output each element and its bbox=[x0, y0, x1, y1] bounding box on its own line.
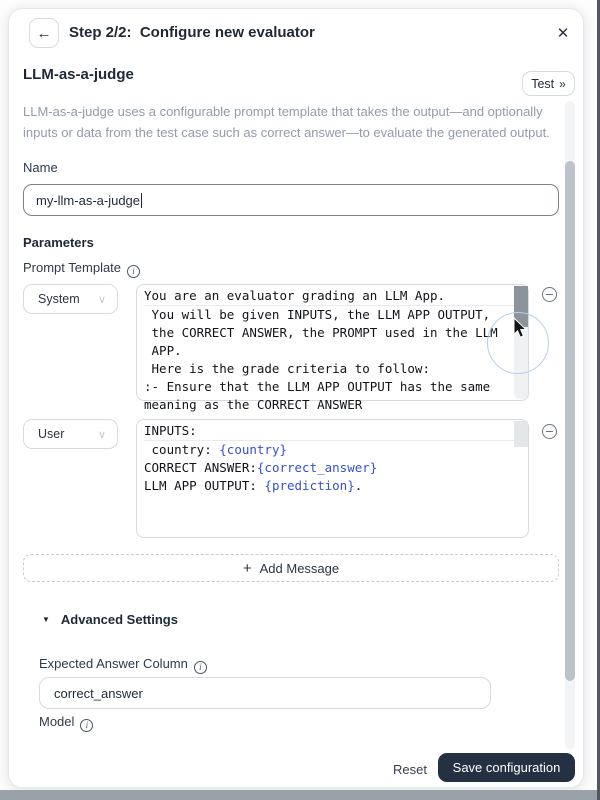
back-button[interactable] bbox=[29, 18, 59, 48]
expected-answer-column-input[interactable] bbox=[39, 677, 491, 709]
text-caret bbox=[141, 193, 142, 208]
chevron-down-icon: ∨ bbox=[97, 293, 106, 306]
caret-down-icon: ▼ bbox=[42, 615, 50, 624]
modal-title: Step 2/2: Configure new evaluator bbox=[69, 24, 315, 41]
chevron-down-icon: ∨ bbox=[97, 428, 106, 441]
horizontal-scrollbar[interactable] bbox=[0, 790, 600, 800]
editor-scrollbar-thumb[interactable] bbox=[514, 286, 528, 327]
close-icon: ✕ bbox=[556, 25, 570, 42]
name-input[interactable] bbox=[23, 184, 559, 216]
editor-scrollbar-thumb[interactable] bbox=[514, 421, 528, 447]
system-prompt-editor[interactable]: You are an evaluator grading an LLM App. You will be given INPUTS, the LLM APP OUTPUT, the CORRECT ANSWER, the PROMPT used in the LLM APP. Here is the grade criteria to follow: :- Ensure that the LLM APP OUTPUT has the same meaning as the CORRECT ANSWER bbox=[136, 284, 529, 401]
advanced-settings-label: Advanced Settings bbox=[60, 612, 178, 627]
remove-user-message-button[interactable] bbox=[542, 424, 557, 439]
configure-evaluator-modal bbox=[8, 8, 584, 788]
save-configuration-button[interactable]: Save configuration bbox=[438, 753, 575, 782]
remove-system-message-button[interactable] bbox=[542, 287, 557, 302]
evaluator-title: LLM-as-a-judge bbox=[23, 66, 134, 83]
parameters-section-label: Parameters bbox=[23, 235, 94, 250]
role-select-system-value: System bbox=[38, 292, 80, 306]
plus-icon: + bbox=[242, 559, 252, 577]
close-button[interactable] bbox=[553, 23, 573, 43]
info-icon[interactable]: i bbox=[194, 661, 207, 674]
role-select-user[interactable] bbox=[23, 419, 118, 449]
minus-icon bbox=[546, 294, 553, 295]
modal-scrollbar-thumb[interactable] bbox=[565, 161, 575, 681]
expected-answer-column-label bbox=[39, 656, 207, 674]
advanced-settings-toggle[interactable] bbox=[42, 612, 178, 627]
test-button-label: Test bbox=[531, 76, 555, 91]
name-label: Name bbox=[23, 160, 58, 175]
add-message-label: Add Message bbox=[259, 560, 340, 576]
back-arrow-icon: ← bbox=[36, 24, 52, 42]
add-message-button[interactable] bbox=[23, 554, 559, 582]
role-select-system[interactable] bbox=[23, 284, 118, 314]
prompt-template-label bbox=[23, 260, 140, 278]
model-label-text: Model bbox=[39, 714, 75, 729]
prompt-template-label-text: Prompt Template bbox=[23, 260, 122, 275]
info-icon[interactable]: i bbox=[127, 265, 140, 278]
double-chevron-icon: » bbox=[559, 76, 566, 91]
model-label bbox=[39, 714, 93, 732]
expected-answer-label-text: Expected Answer Column bbox=[39, 656, 188, 671]
expected-answer-column-value: correct_answer bbox=[54, 685, 143, 701]
reset-button[interactable]: Reset bbox=[386, 758, 434, 780]
user-prompt-editor[interactable]: INPUTS: country: {country} CORRECT ANSWER:{correct_answer} LLM APP OUTPUT: {prediction}. bbox=[136, 419, 529, 538]
info-icon[interactable]: i bbox=[80, 719, 93, 732]
role-select-user-value: User bbox=[38, 427, 65, 441]
name-input-value: my-llm-as-a-judge bbox=[36, 192, 141, 208]
minus-icon bbox=[546, 431, 553, 432]
evaluator-description: LLM-as-a-judge uses a configurable prompt template that takes the output—and optionally inputs or data from the test case such as correct answer—to evaluate the generated output. bbox=[23, 104, 550, 140]
test-button[interactable] bbox=[522, 71, 575, 96]
